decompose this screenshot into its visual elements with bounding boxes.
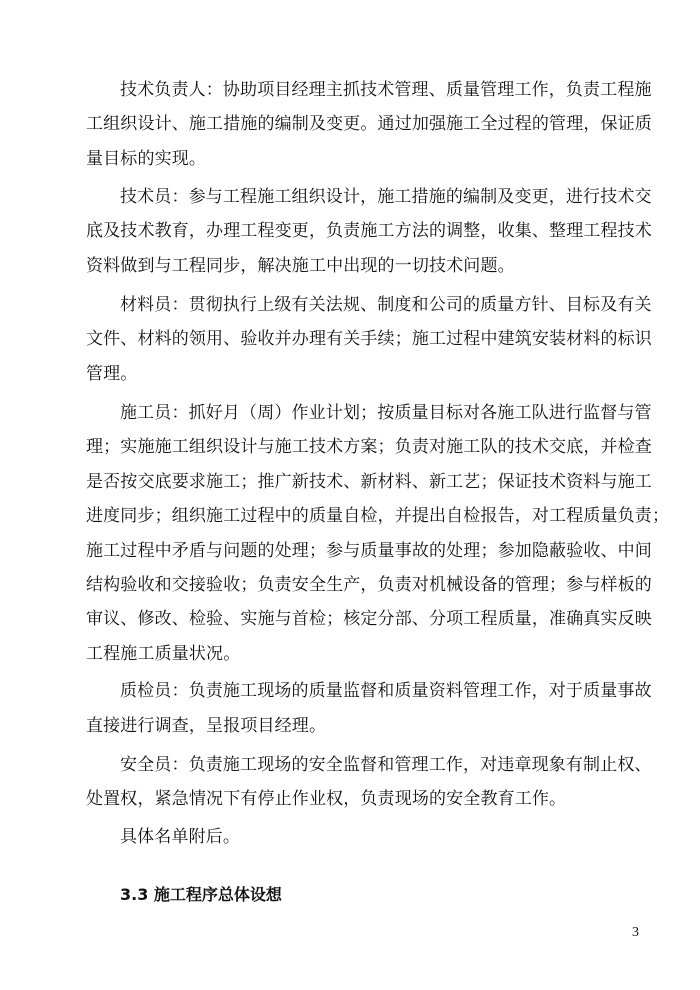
paragraph-line: 工程施工质量状况。 — [86, 644, 241, 664]
paragraph-line: 施工过程中矛盾与问题的处理；参与质量事故的处理；参加隐蔽验收、中间 — [86, 541, 652, 561]
paragraph-line: 质检员：负责施工现场的质量监督和质量资料管理工作，对于质量事故 — [120, 681, 652, 701]
paragraph-line: 安全员：负责施工现场的安全监督和管理工作，对违章现象有制止权、 — [120, 755, 652, 775]
paragraph-line: 具体名单附后。 — [120, 827, 241, 847]
paragraph-line: 工组织设计、施工措施的编制及变更。通过加强施工全过程的管理，保证质 — [86, 114, 652, 134]
paragraph-line: 理；实施施工组织设计与施工技术方案；负责对施工队的技术交底，并检查 — [86, 437, 652, 457]
paragraph-line: 技术负责人：协助项目经理主抓技术管理、质量管理工作，负责工程施 — [120, 80, 652, 100]
paragraph-line: 直接进行调查，呈报项目经理。 — [86, 716, 327, 736]
paragraph-line: 处置权，紧急情况下有停止作业权，负责现场的安全教育工作。 — [86, 789, 567, 809]
paragraph-line: 文件、材料的领用、验收并办理有关手续；施工过程中建筑安装材料的标识 — [86, 329, 652, 349]
paragraph-line: 是否按交底要求施工；推广新技术、新材料、新工艺；保证技术资料与施工 — [86, 472, 652, 492]
paragraph-line: 施工员：抓好月（周）作业计划；按质量目标对各施工队进行监督与管 — [120, 403, 652, 423]
paragraph-line: 技术员：参与工程施工组织设计，施工措施的编制及变更，进行技术交 — [120, 187, 652, 207]
page-number: 3 — [632, 925, 639, 940]
paragraph-line: 管理。 — [86, 364, 138, 384]
paragraph-line: 结构验收和交接验收；负责安全生产，负责对机械设备的管理；参与样板的 — [86, 575, 652, 595]
paragraph-line: 资料做到与工程同步，解决施工中出现的一切技术问题。 — [86, 256, 515, 276]
paragraph-line: 量目标的实现。 — [86, 149, 207, 169]
section-heading: 3.3 施工程序总体设想 — [120, 885, 282, 904]
paragraph-line: 材料员：贯彻执行上级有关法规、制度和公司的质量方针、目标及有关 — [120, 295, 652, 315]
paragraph-line: 进度同步；组织施工过程中的质量自检，并提出自检报告，对工程质量负责； — [86, 506, 670, 526]
paragraph-line: 审议、修改、检验、实施与首检；核定分部、分项工程质量，准确真实反映 — [86, 609, 652, 629]
paragraph-line: 底及技术教育，办理工程变更，负责施工方法的调整，收集、整理工程技术 — [86, 221, 652, 241]
